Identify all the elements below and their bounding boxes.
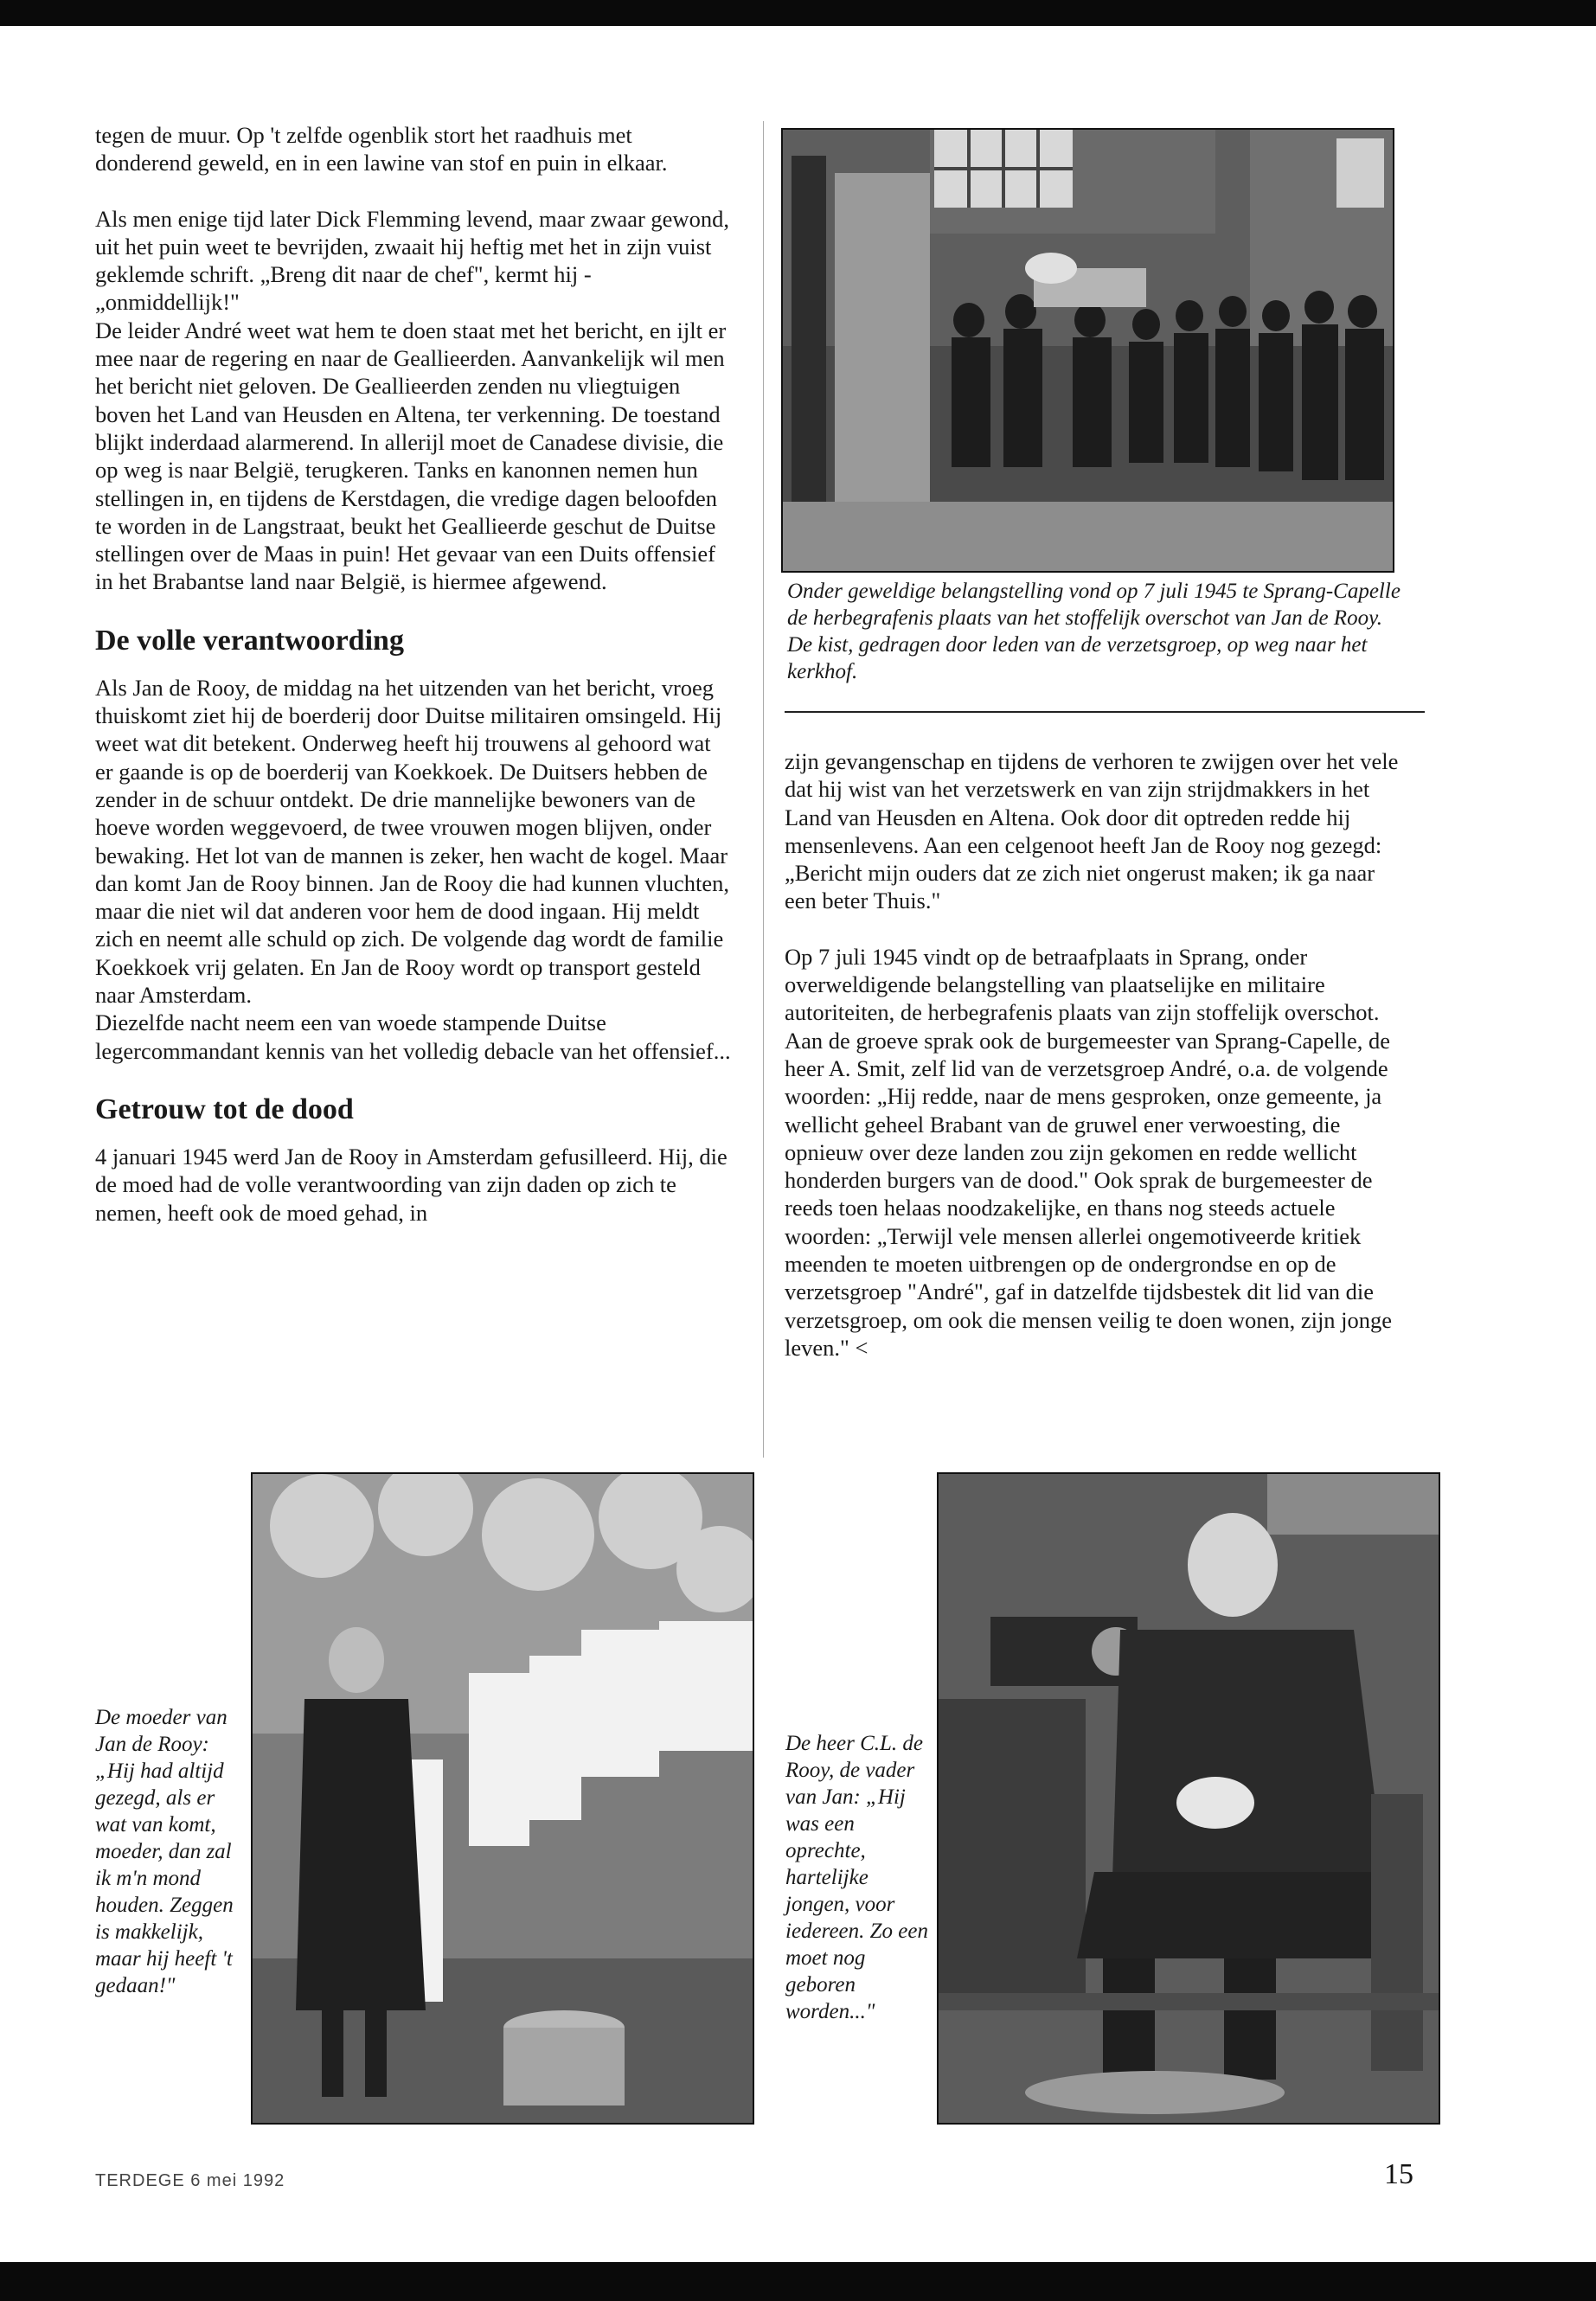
section-heading: De volle verantwoording [95,624,404,657]
funeral-photo-caption: Onder geweldige belangstelling vond op 7 juli 1945 te Sprang-Capelle de herbegrafenis plaats van het stoffelijk overschot van Jan de Rooy. De kist, gedragen door leden van de verzetsgroep, op weg naar het kerkhof. [787,580,1401,683]
paragraph-text: Aan de groeve sprak ook de burgemeester van Sprang-Capelle, de heer A. Smit, zelf lid van de verzetsgroep André, o.a. de volgende woorden: „Hij redde, naar de mens gesproken, onze gemeente, ja wellicht geheel Brabant van de gruwel ener verwoesting, die opnieuw over deze landen zou zijn gekomen en redde wellicht honderden burgers van de dood." Ook sprak de burgemeester de reeds toen helaas noodzakelijke, en thans nog steeds actuele woorden: „Terwijl vele mensen allerlei ongemotiveerde kritiek meenden te moeten uitbrengen op de ondergrondse en op de verzetsgroep "André", gaf in datzelfde tijdsbestek dit lid van die verzetsgroep, om ook die mensen veilig te doen wonen, zijn jonge leven." [785,1027,1393,1361]
footer-publication: TERDEGE 6 mei 1992 [95,2171,285,2190]
bottom-border-bar [0,2262,1596,2301]
paragraph: Op 7 juli 1945 vindt op de betraafplaats in Sprang, onder overweldigende belangstelling van plaatselijke en militaire autoriteiten, de herbegrafenis plaats van zijn stoffelijk overschot. [785,943,1380,1026]
page-number: 15 [1384,2158,1413,2190]
mother-photo [251,1472,754,2125]
paragraph: Als men enige tijd later Dick Flemming levend, maar zwaar gewond, uit het puin weet te bevrijden, zwaait hij heftig met het in zijn vuist geklemde schrift. „Breng dit naar de chef", kermt hij - „onmiddellijk!" [95,205,729,316]
mother-photo-illustration [253,1474,753,2123]
end-mark: < [855,1334,869,1361]
paragraph: Als Jan de Rooy, de middag na het uitzenden van het bericht, vroeg thuiskomt ziet hij de boerderij door Duitse militairen omsingeld. Hij weet wat dit betekent. Onderweg heeft hij trouwens al gehoord wat er gaande is op de boerderij van Koekkoek. De Duitsers hebben de zender in de schuur ontdekt. De drie mannelijke bewoners van de hoeve worden weggevoerd, de twee vrouwen mogen blijven, onder bewaking. Het lot van de mannen is zeker, hen wacht de kogel. Maar dan komt Jan de Rooy binnen. Jan de Rooy die had kunnen vluchten, maar die niet wil dat anderen voor hem de dood ingaan. Hij meldt zich en neemt alle schuld op zich. De volgende dag wordt de familie Koekkoek vrij gelaten. En Jan de Rooy wordt op transport gesteld naar Amsterdam. [95,674,730,1009]
paragraph: zijn gevangenschap en tijdens de verhoren te zwijgen over het vele dat hij wist van het verzetswerk en van zijn strijdmakkers in het Land van Heusden en Altena. Ook door dit optreden redde hij mensenlevens. Aan een celgenoot heeft Jan de Rooy nog gezegd: „Bericht mijn ouders dat ze zich niet ongerust maken; ik ga naar een beter Thuis." [785,748,1399,914]
left-column [95,121,731,1254]
funeral-photo-illustration [783,130,1393,571]
father-photo-illustration [939,1474,1439,2123]
right-column [785,747,1407,1362]
paragraph: Diezelfde nacht neem een van woede stampende Duitse legercommandant kennis van het volledig debacle van het offensief... [95,1009,731,1064]
paragraph: tegen de muur. Op 't zelfde ogenblik stort het raadhuis met donderend geweld, en in een lawine van stof en puin in elkaar. [95,122,668,176]
funeral-photo [781,128,1394,573]
mother-photo-caption: De moeder van Jan de Rooy: „Hij had altijd gezegd, als er wat van komt, moeder, dan zal ik m'n mond houden. Zeggen is makkelijk, maar hij heeft 't gedaan!" [95,1706,234,1997]
paragraph: 4 januari 1945 werd Jan de Rooy in Amsterdam gefusilleerd. Hij, die de moed had de volle verantwoording van zijn daden op zich te nemen, heeft ook de moed gehad, in [95,1143,727,1226]
caption-rule [785,711,1425,713]
paragraph: De leider André weet wat hem te doen staat met het bericht, en ijlt er mee naar de regering en naar de Geallieerden. Aanvankelijk wil men het bericht niet geloven. De Geallieerden zenden nu vliegtuigen boven het Land van Heusden en Altena, ter verkenning. De toestand blijkt inderdaad alarmerend. In allerijl moet de Canadese divisie, die op weg is naar België, terugkeren. Tanks en kanonnen nemen hun stellingen in, en tijdens de Kerstdagen, die vredige dagen beloofden te worden in de Langstraat, beukt het Geallieerde geschut de Duitse stellingen over de Maas in puin! Het gevaar van een Duits offensief in het Brabantse land naar België, is hiermee afgewend. [95,317,727,595]
father-photo [937,1472,1440,2125]
section-heading: Getrouw tot de dood [95,1093,354,1125]
top-border-bar [0,0,1596,26]
paragraph [785,1027,1407,1362]
column-divider [763,121,764,1458]
father-photo-caption: De heer C.L. de Rooy, de vader van Jan: „Hij was een oprechte, hartelijke jongen, voor iedereen. Zo een moet nog geboren worden..." [785,1732,928,2023]
